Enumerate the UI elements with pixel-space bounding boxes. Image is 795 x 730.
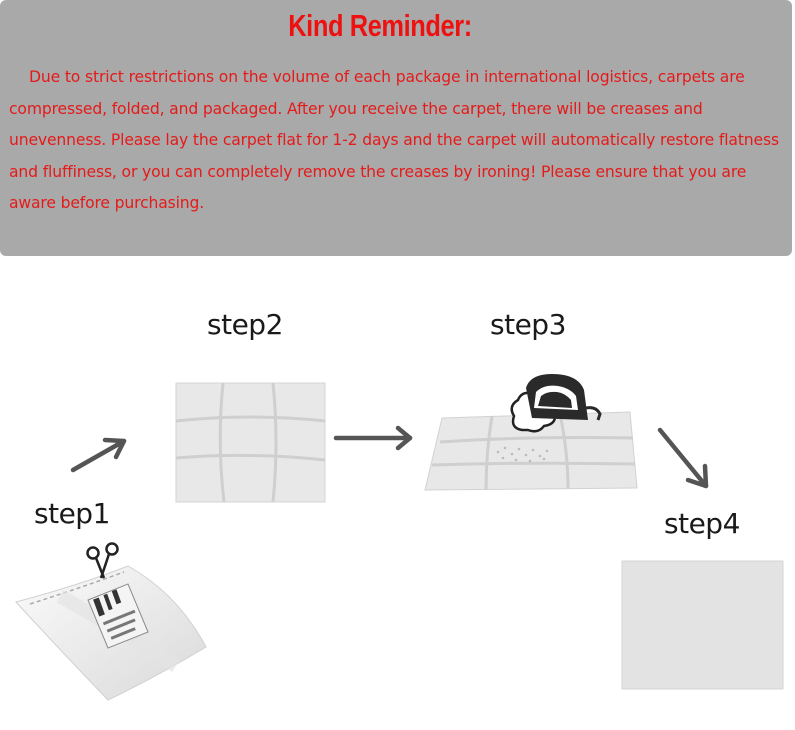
reminder-line: unevenness. Please lay the carpet flat for 1-2 days and the carpet will automatically restore flatness xyxy=(9,131,779,150)
folded-carpet-icon xyxy=(176,383,325,502)
step3-label: step3 xyxy=(490,308,566,341)
reminder-line: and fluffiness, or you can completely remove the creases by ironing! Please ensure that you are xyxy=(9,162,747,181)
reminder-line: Due to strict restrictions on the volume of each package in international logistics, carpets are xyxy=(29,68,745,86)
arrow-icon xyxy=(73,440,124,470)
step1-label: step1 xyxy=(34,497,110,530)
reminder-line: aware before purchasing. xyxy=(9,194,205,213)
scissors-package-icon xyxy=(16,544,206,701)
reminder-title: Kind Reminder: xyxy=(288,8,472,43)
arrow-icon xyxy=(336,428,410,448)
iron-carpet-icon xyxy=(425,374,637,490)
arrow-icon xyxy=(660,430,706,486)
reminder-line: compressed, folded, and packaged. After you receive the carpet, there will be creases and xyxy=(9,99,703,118)
flat-carpet-icon xyxy=(622,561,783,689)
step2-label: step2 xyxy=(207,308,283,341)
step4-label: step4 xyxy=(664,507,740,540)
